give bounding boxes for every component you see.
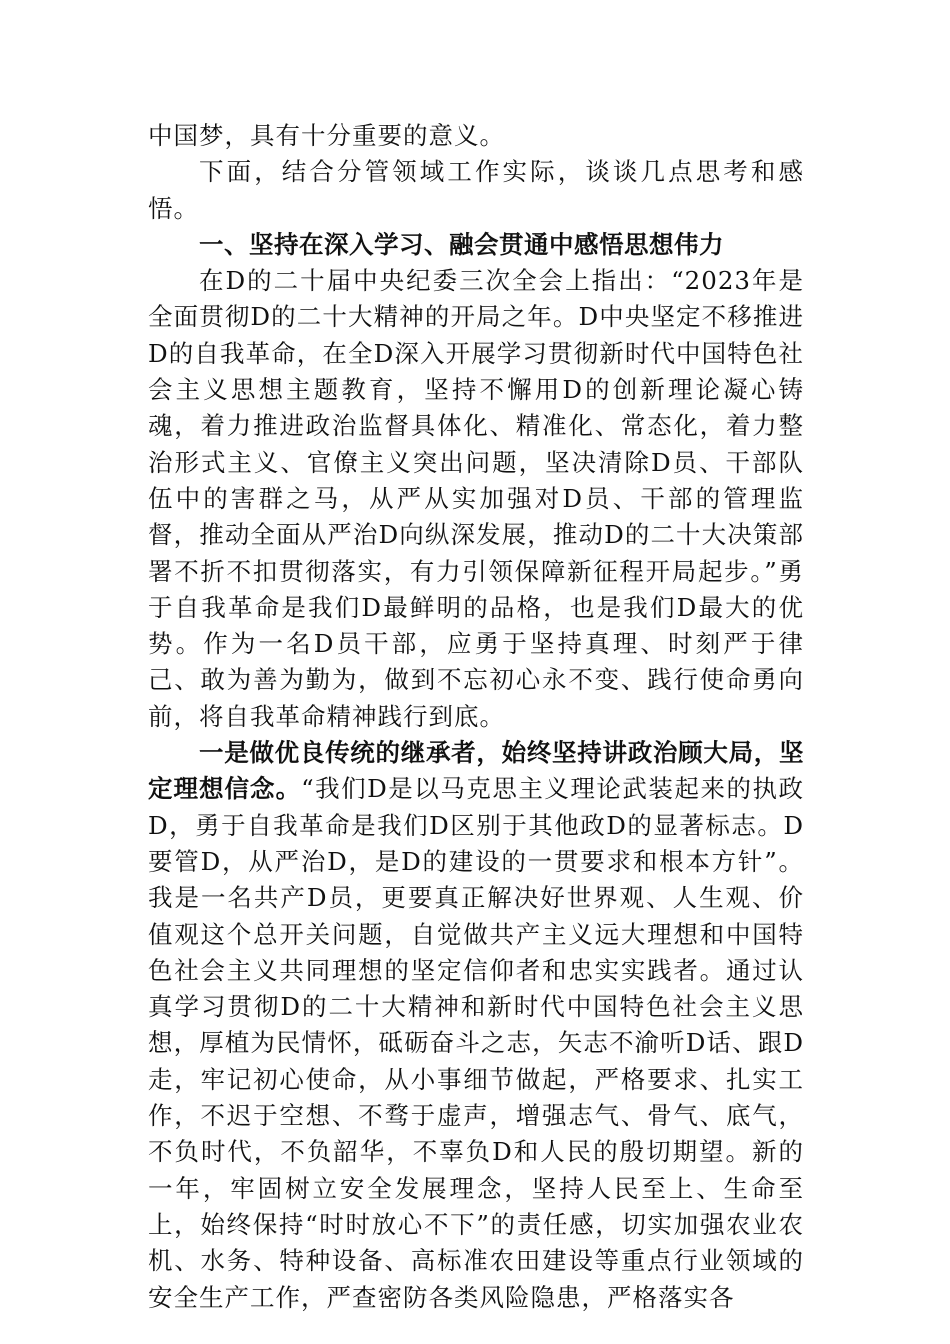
section-heading-1: 一、坚持在深入学习、融会贯通中感悟思想伟力 — [199, 229, 724, 259]
point-1-body: “我们D是以马克思主义理论武装起来的执政D，勇于自我革命是我们D区别于其他政D的显著标志。D要管D，从严治D，是D的建设的一贯要求和根本方针”。我是一名共产D员，更要真正解决好世界观、人生观、价值观这个总开关问题，自觉做共产主义远大理想和中国特色社会主义共同理想的坚定信仰者和忠实实践者。通过认真学习贯彻D的二十大精神和新时代中国特色社会主义思想，厚植为民情怀，砥砺奋斗之志，矢志不渝听D话、跟D走，牢记初心使命，从小事细节做起，严格要求、扎实工作，不迟于空想、不骛于虚声，增强志气、骨气、底气，不负时代，不负韶华，不辜负D和人民的殷切期望。新的一年，牢固树立安全发展理念，坚持人民至上、生命至上，始终保持“时时放心不下”的责任感，切实加强农业农机、水务、特种设备、高标准农田建设等重点行业领域的安全生产工作，严查密防各类风险隐患，严格落实各 — [148, 774, 804, 1312]
paragraph-intro-end: 中国梦，具有十分重要的意义。 — [148, 121, 505, 150]
paragraph-point-1 — [148, 735, 804, 1316]
document-body — [148, 118, 804, 1316]
paragraph-transition: 下面，结合分管领域工作实际，谈谈几点思考和感悟。 — [148, 157, 804, 223]
point-1-lead: 一是做优良传统的继承者，始终坚持讲政治顾大局，坚定理想信念。 — [148, 738, 804, 804]
paragraph-quote-1: 在D的二十届中央纪委三次全会上指出：“2023年是全面贯彻D的二十大精神的开局之年。D中央坚定不移推进D的自我革命，在全D深入开展学习贯彻新时代中国特色社会主义思想主题教育，坚持不懈用D的创新理论凝心铸魂，着力推进政治监督具体化、精准化、常态化，着力整治形式主义、官僚主义突出问题，坚决清除D员、干部队伍中的害群之马，从严从实加强对D员、干部的管理监督，推动全面从严治D向纵深发展，推动D的二十大决策部署不折不扣贯彻落实，有力引领保障新征程开局起步。”勇于自我革命是我们D最鲜明的品格，也是我们D最大的优势。作为一名D员干部，应勇于坚持真理、时刻严于律己、敢为善为勤为，做到不忘初心永不变、践行使命勇向前，将自我革命精神践行到底。 — [148, 266, 804, 731]
